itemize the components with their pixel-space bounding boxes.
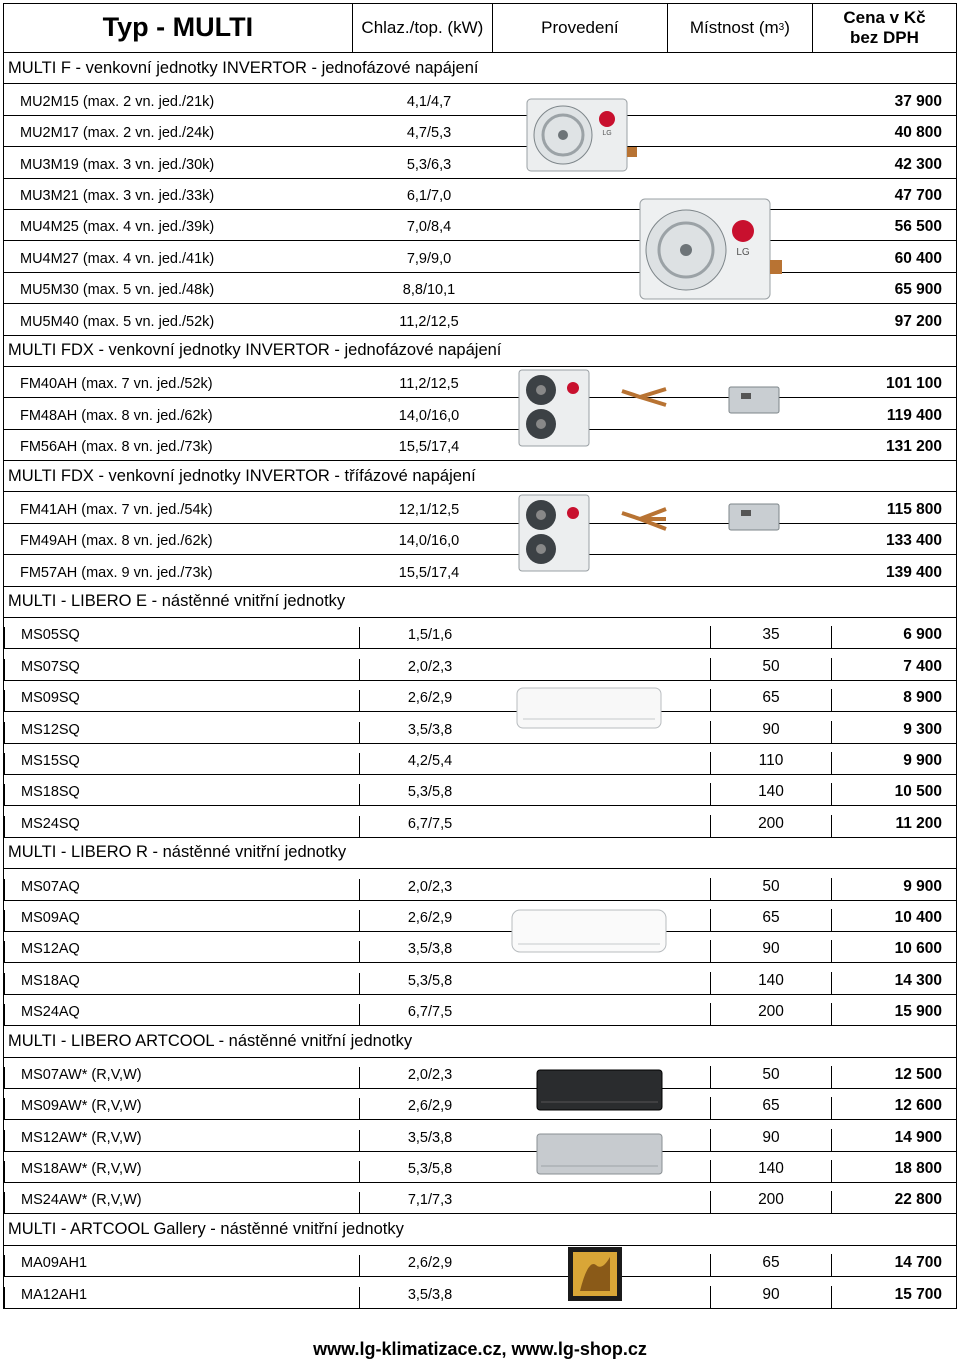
model-cell: MU2M17 (max. 2 vn. jed./24k) — [20, 125, 215, 142]
price-cell: 22 800 — [894, 1191, 942, 1209]
model-cell: MS12AQ — [4, 941, 359, 962]
capacity-cell: 6,7/7,5 — [359, 816, 500, 837]
type-header: Typ - MULTI — [3, 4, 353, 52]
price-cell: 60 400 — [894, 249, 942, 267]
outdoor-unit-image-small — [525, 95, 640, 175]
price-cell: 133 400 — [885, 532, 942, 550]
room-cell: 65 — [710, 1254, 832, 1276]
price-cell: 14 900 — [894, 1128, 942, 1146]
capacity-cell: 7,9/9,0 — [406, 250, 452, 267]
table-row — [3, 116, 957, 147]
table-row — [3, 210, 957, 241]
model-cell: MS12AW* (R,V,W) — [4, 1130, 359, 1151]
branch-box-image-2 — [725, 500, 785, 535]
price-cell: 12 500 — [894, 1065, 942, 1083]
model-cell: MA09AH1 — [4, 1255, 359, 1276]
table-row — [3, 869, 957, 900]
table-row — [3, 712, 957, 743]
svg-text:LG: LG — [736, 247, 750, 258]
capacity-cell: 14,0/16,0 — [398, 533, 460, 550]
section-title: MULTI - LIBERO E - nástěnné vnitřní jednotky — [3, 587, 957, 618]
table-row — [3, 304, 957, 335]
table-row — [3, 1183, 957, 1214]
capacity-cell: 5,3/5,8 — [359, 1161, 500, 1182]
price-cell: 7 400 — [903, 657, 942, 675]
capacity-cell: 2,0/2,3 — [359, 879, 500, 900]
model-cell: FM56AH (max. 8 vn. jed./73k) — [20, 439, 213, 456]
price-cell: 18 800 — [894, 1160, 942, 1178]
room-cell: 50 — [710, 658, 832, 680]
capacity-cell: 4,1/4,7 — [406, 93, 452, 110]
model-cell: MU3M21 (max. 3 vn. jed./33k) — [20, 187, 215, 204]
room-cell — [712, 331, 832, 335]
room-cell: 90 — [710, 1129, 832, 1151]
table-row — [3, 618, 957, 649]
capacity-cell: 5,3/5,8 — [359, 973, 500, 994]
price-cell: 10 500 — [894, 783, 942, 801]
capacity-cell: 2,0/2,3 — [359, 659, 500, 680]
price-cell: 10 400 — [894, 908, 942, 926]
price-header — [813, 4, 957, 52]
price-cell: 119 400 — [886, 406, 942, 424]
capacity-cell: 6,7/7,5 — [359, 1004, 500, 1025]
capacity-cell: 3,5/3,8 — [359, 1287, 500, 1308]
price-cell: 56 500 — [894, 218, 942, 236]
model-cell: MS24AQ — [4, 1004, 359, 1025]
table-row — [3, 1277, 957, 1308]
price-cell: 15 900 — [894, 1003, 942, 1021]
price-cell: 9 300 — [903, 720, 942, 738]
artcool-black-image — [535, 1068, 665, 1113]
price-cell: 131 200 — [885, 438, 942, 456]
room-cell — [712, 582, 832, 586]
room-cell — [712, 456, 832, 460]
artcool-gallery-image — [566, 1245, 624, 1303]
room-cell: 140 — [710, 783, 832, 805]
room-cell: 50 — [710, 1066, 832, 1088]
fdx-outdoor-unit-image-2 — [515, 493, 595, 573]
table-row — [3, 775, 957, 806]
capacity-cell: 3,5/3,8 — [359, 722, 500, 743]
table-row — [3, 179, 957, 210]
model-cell: MS09AW* (R,V,W) — [4, 1098, 359, 1119]
model-cell: FM48AH (max. 8 vn. jed./62k) — [20, 407, 213, 424]
price-cell: 65 900 — [894, 281, 942, 299]
capacity-cell: 4,7/5,3 — [406, 125, 452, 142]
model-cell: MS24AW* (R,V,W) — [4, 1192, 359, 1213]
model-cell: MU5M30 (max. 5 vn. jed./48k) — [20, 282, 215, 299]
price-cell: 15 700 — [894, 1285, 942, 1303]
room-cell — [712, 550, 832, 554]
room-cell: 90 — [710, 721, 832, 743]
model-cell: MS07SQ — [4, 659, 359, 680]
section-title: MULTI F - venkovní jednotky INVERTOR - jednofázové napájení — [3, 53, 957, 84]
capacity-cell: 7,0/8,4 — [406, 219, 452, 236]
model-cell: MS24SQ — [4, 816, 359, 837]
table-row — [3, 649, 957, 680]
room-header-end: ) — [784, 18, 790, 38]
model-cell: MS15SQ — [4, 753, 359, 774]
table-row — [3, 84, 957, 115]
table-row — [3, 524, 957, 555]
design-header: Provedení — [493, 4, 668, 52]
model-cell: MS18AW* (R,V,W) — [4, 1161, 359, 1182]
table-row — [3, 398, 957, 429]
table-row — [3, 963, 957, 994]
price-cell: 9 900 — [903, 877, 942, 895]
price-cell: 47 700 — [894, 186, 942, 204]
model-cell: MS09AQ — [4, 910, 359, 931]
table-header — [3, 3, 957, 53]
table-row — [3, 241, 957, 272]
capacity-cell: 2,0/2,3 — [359, 1067, 500, 1088]
table-row — [3, 1152, 957, 1183]
capacity-cell: 1,5/1,6 — [359, 627, 500, 648]
room-cell: 140 — [710, 1160, 832, 1182]
model-cell: FM41AH (max. 7 vn. jed./54k) — [20, 501, 213, 518]
branch-box-image-1 — [725, 383, 785, 418]
price-cell: 9 900 — [903, 751, 942, 769]
model-cell: MS18AQ — [4, 973, 359, 994]
room-cell: 110 — [710, 752, 832, 774]
price-header-line2: bez DPH — [849, 28, 919, 47]
capacity-cell: 15,5/17,4 — [398, 439, 460, 456]
table-row — [3, 147, 957, 178]
price-cell: 8 900 — [903, 689, 942, 707]
price-cell: 6 900 — [903, 626, 942, 644]
room-header-label: Místnost (m — [689, 18, 779, 38]
price-cell: 11 200 — [895, 814, 942, 832]
model-cell: MU4M25 (max. 4 vn. jed./39k) — [20, 219, 215, 236]
model-cell: MS07AQ — [4, 879, 359, 900]
price-cell: 10 600 — [894, 940, 942, 958]
capacity-cell: 5,3/5,8 — [359, 784, 500, 805]
room-cell: 65 — [710, 1097, 832, 1119]
price-cell: 42 300 — [894, 155, 942, 173]
fdx-outdoor-unit-image-1 — [515, 368, 595, 448]
capacity-cell: 3,5/3,8 — [359, 1130, 500, 1151]
table-row — [3, 995, 957, 1026]
libero-r-indoor-image — [510, 908, 670, 956]
table-row — [3, 744, 957, 775]
libero-e-indoor-image — [515, 686, 665, 731]
model-cell: MS05SQ — [4, 627, 359, 648]
model-cell: FM40AH (max. 7 vn. jed./52k) — [20, 376, 213, 393]
capacity-cell: 15,5/17,4 — [398, 564, 460, 581]
room-cell: 35 — [710, 626, 832, 648]
room-cell — [712, 142, 832, 146]
price-cell: 115 800 — [886, 500, 942, 518]
section-title: MULTI FDX - venkovní jednotky INVERTOR - třífázové napájení — [3, 461, 957, 492]
capacity-cell: 7,1/7,3 — [359, 1192, 500, 1213]
room-cell: 90 — [710, 1286, 832, 1308]
price-cell: 139 400 — [885, 563, 942, 581]
price-cell: 14 700 — [894, 1254, 942, 1272]
room-cell — [712, 425, 832, 429]
model-cell: FM49AH (max. 8 vn. jed./62k) — [20, 533, 213, 550]
model-cell: MU3M19 (max. 3 vn. jed./30k) — [20, 156, 215, 173]
outdoor-unit-image-large — [636, 195, 786, 305]
table-row — [3, 1089, 957, 1120]
capacity-cell: 2,6/2,9 — [359, 1255, 500, 1276]
capacity-cell: 5,3/6,3 — [406, 156, 452, 173]
table-row — [3, 273, 957, 304]
section-title: MULTI - LIBERO R - nástěnné vnitřní jednotky — [3, 838, 957, 869]
artcool-silver-image — [535, 1132, 665, 1177]
branch-pipe-image-1 — [620, 383, 670, 411]
capacity-cell: 2,6/2,9 — [359, 1098, 500, 1119]
price-cell: 12 600 — [894, 1097, 942, 1115]
room-cell: 65 — [710, 909, 832, 931]
section-title: MULTI - LIBERO ARTCOOL - nástěnné vnitřní jednotky — [3, 1026, 957, 1057]
model-cell: MS07AW* (R,V,W) — [4, 1067, 359, 1088]
room-cell: 50 — [710, 878, 832, 900]
svg-text:LG: LG — [602, 130, 612, 137]
model-cell: MU2M15 (max. 2 vn. jed./21k) — [20, 93, 215, 110]
capacity-cell: 2,6/2,9 — [359, 910, 500, 931]
footer-links[interactable]: www.lg-klimatizace.cz, www.lg-shop.cz — [313, 1339, 647, 1359]
model-cell: MA12AH1 — [4, 1287, 359, 1308]
model-cell: MS18SQ — [4, 784, 359, 805]
section-title: MULTI FDX - venkovní jednotky INVERTOR - jednofázové napájení — [3, 336, 957, 367]
room-cell — [712, 111, 832, 115]
table-row — [3, 492, 957, 523]
table-row — [3, 932, 957, 963]
room-cell: 200 — [710, 815, 832, 837]
table-row — [3, 901, 957, 932]
capacity-cell: 12,1/12,5 — [398, 501, 460, 518]
model-cell: MU4M27 (max. 4 vn. jed./41k) — [20, 250, 215, 267]
room-cell: 200 — [710, 1003, 832, 1025]
table-row — [3, 430, 957, 461]
price-cell: 101 100 — [885, 375, 942, 393]
room-header-sup: 3 — [778, 22, 785, 34]
capacity-cell: 14,0/16,0 — [398, 407, 460, 424]
table-row — [3, 681, 957, 712]
model-cell: MU5M40 (max. 5 vn. jed./52k) — [20, 313, 215, 330]
price-table — [3, 3, 957, 1309]
model-cell: FM57AH (max. 9 vn. jed./73k) — [20, 564, 213, 581]
price-cell: 37 900 — [894, 92, 942, 110]
room-cell — [712, 174, 832, 178]
price-header-line1: Cena v Kč — [843, 8, 926, 28]
capacity-cell: 3,5/3,8 — [359, 941, 500, 962]
price-cell: 97 200 — [894, 312, 942, 330]
section-title: MULTI - ARTCOOL Gallery - nástěnné vnitřní jednotky — [3, 1214, 957, 1245]
model-cell: MS12SQ — [4, 722, 359, 743]
capacity-header: Chlaz./top. (kW) — [353, 4, 493, 52]
model-cell: MS09SQ — [4, 690, 359, 711]
room-cell: 65 — [710, 689, 832, 711]
room-cell: 200 — [710, 1191, 832, 1213]
room-cell: 90 — [710, 940, 832, 962]
capacity-cell: 4,2/5,4 — [359, 753, 500, 774]
price-cell: 40 800 — [894, 124, 942, 142]
sections — [3, 53, 957, 1309]
price-cell: 14 300 — [894, 971, 942, 989]
table-row — [3, 1120, 957, 1151]
capacity-cell: 8,8/10,1 — [402, 282, 456, 299]
table-row — [3, 555, 957, 586]
table-row — [3, 1058, 957, 1089]
room-header — [668, 4, 813, 52]
capacity-cell: 11,2/12,5 — [399, 313, 459, 330]
capacity-cell: 6,1/7,0 — [406, 187, 452, 204]
table-row — [3, 1246, 957, 1277]
branch-pipe-image-2 — [620, 505, 670, 535]
table-row — [3, 367, 957, 398]
capacity-cell: 11,2/12,5 — [399, 376, 459, 393]
table-row — [3, 806, 957, 837]
room-cell: 140 — [710, 972, 832, 994]
capacity-cell: 2,6/2,9 — [359, 690, 500, 711]
